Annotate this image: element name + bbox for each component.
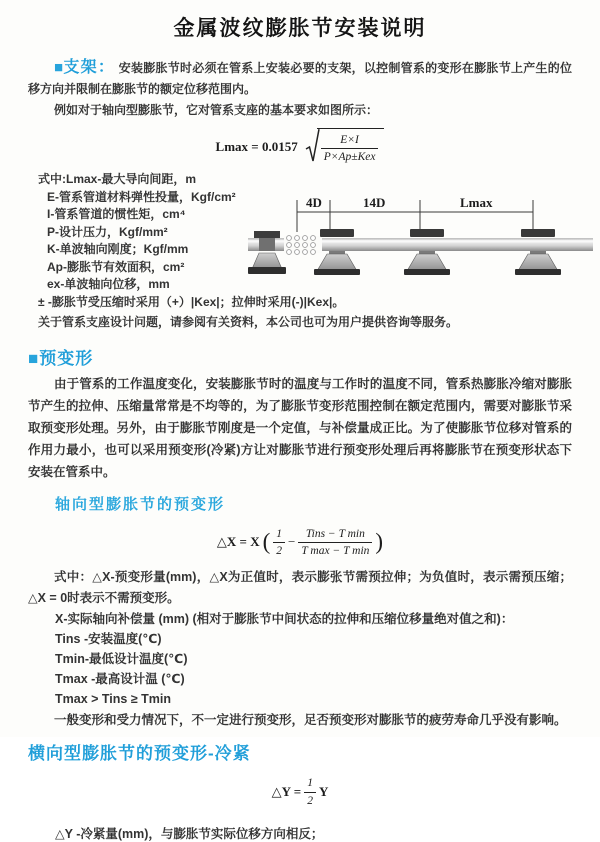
note-line: Tins -安装温度(℃) <box>55 632 162 647</box>
support-section <box>28 57 572 121</box>
fraction-denominator: 2 <box>276 544 283 557</box>
dimension-label: Lmax <box>460 195 493 210</box>
note-line: Tmax -最高设计温 (℃) <box>55 672 185 687</box>
lmax-formula-row <box>0 128 600 165</box>
fraction-numerator: 1 <box>304 776 316 792</box>
fraction-numerator: Tins − T min <box>298 527 372 543</box>
support-body-text: 安装膨胀节时必须在管系上安装必要的支架，以控制管系的变形在膨胀节上产生的位移方向并限制在膨胀节的额定位移范围内。 <box>28 61 572 96</box>
fraction-denominator: T max − T min <box>301 544 370 557</box>
note-line: Tmax > Tins ≥ Tmin <box>55 692 172 707</box>
close-paren: ) <box>375 528 384 554</box>
lateral-formula <box>272 776 329 808</box>
lmax-fraction <box>321 133 379 165</box>
lateral-formula-row <box>0 776 600 808</box>
pipe-support-diagram <box>248 192 593 292</box>
definition-line: ex-单波轴向位移，mm <box>47 277 170 291</box>
lateral-formula-lhs: △Y = <box>271 784 302 800</box>
definition-line: P-设计压力，Kgf/mm² <box>47 224 168 239</box>
minus-operator: − <box>288 534 296 550</box>
predeform-heading-label: 预变形 <box>39 348 94 368</box>
fraction-numerator: E×I <box>321 133 379 149</box>
note-line: X-实际轴向补偿量 (mm) (相对于膨胀节中间状态的拉伸和压缩位移量绝对值之和)： <box>55 612 514 627</box>
lateral-formula-rhs: Y <box>318 784 329 800</box>
axial-formula-row <box>0 527 600 559</box>
dimension-label: 4D <box>306 195 322 210</box>
axial-formula-lhs: △X = X <box>216 534 260 550</box>
half-fraction <box>304 776 316 808</box>
axial-section-heading: 轴向型膨胀节的预变形 <box>55 495 226 513</box>
predeform-paragraph: 由于管系的工作温度变化，安装膨胀节时的温度与工作时的温度不同，管系热膨胀冷缩对膨胀节产生的拉伸、压缩量常常是不均等的，为了膨胀节变形范围控制在额定范围内，需要对膨胀节采取预变形处理。另外，由于膨胀节刚度是一个定值，与补偿量成正比。为了使膨胀节位移对管系的作用力最小，也可以采用预变形(冷紧)方让对膨胀节进行预变形处理后再将膨胀节在预变形状态下安装在管系中。 <box>28 376 572 479</box>
dimension-lines <box>297 200 533 232</box>
axial-note-paragraph: 式中：△X-预变形量(mm)，△X为正值时，表示膨张节需预拉伸；为负值时，表示需预压缩；△X = 0时表示不需预变形。 <box>28 570 572 606</box>
definition-line: 关于管系支座设计问题，请参阅有关资料，本公司也可为用户提供咨询等服务。 <box>38 315 459 329</box>
fraction-denominator: 2 <box>307 794 313 807</box>
note-line: Tmin-最低设计温度(℃) <box>55 652 188 667</box>
fraction-numerator: 1 <box>273 527 285 543</box>
definition-line: I-管系管道的惯性矩，cm⁴ <box>47 207 186 221</box>
support-section-heading: 支架： <box>63 59 116 76</box>
section-marker-icon: ■ <box>54 59 64 76</box>
fraction-denominator: P×Ap±Kex <box>323 151 376 163</box>
axial-notes <box>0 567 600 731</box>
definition-line: Ap-膨胀节有效面积，cm² <box>47 259 185 274</box>
support-paragraph-1 <box>28 57 572 100</box>
page-title: 金属波纹膨胀节安装说明 <box>173 17 427 40</box>
definition-line: K-单波轴向刚度；Kgf/mm <box>47 242 189 256</box>
lateral-section-heading: 横向型膨胀节的预变形-冷紧 <box>28 744 251 764</box>
half-fraction <box>273 527 285 559</box>
square-root <box>305 128 385 165</box>
radical-body <box>317 128 385 165</box>
definition-line: 式中:Lmax-最大导向间距，m <box>38 172 197 186</box>
definition-line: E-管系管道材料弹性投量，Kgf/cm² <box>47 189 236 204</box>
temperature-fraction <box>298 527 372 559</box>
fixed-anchor <box>248 231 286 274</box>
axial-formula <box>217 527 383 559</box>
predeform-section-heading <box>28 344 572 369</box>
bellows <box>284 236 322 255</box>
axial-note-paragraph: 一般变形和受力情况下，不一定进行预变形，足否预变形对膨胀节的疲劳寿命几乎没有影响。 <box>54 713 567 728</box>
lateral-note-line: △Y -冷紧量(mm)，与膨胀节实际位移方向相反； <box>55 827 324 841</box>
definition-line: ± -膨胀节受压缩时采用（+）|Kex|；拉伸时采用(-)|Kex|。 <box>38 294 345 309</box>
section-marker-icon: ■ <box>28 348 40 368</box>
dimension-label: 14D <box>363 195 386 210</box>
lmax-formula-lhs: Lmax = 0.0157 <box>215 138 298 154</box>
pipe-support <box>515 229 561 275</box>
lmax-formula <box>216 128 385 165</box>
support-paragraph-2: 例如对于轴向型膨胀节，它对管系支座的基本要求如图所示： <box>54 103 379 117</box>
pipe-support <box>404 229 450 275</box>
open-paren: ( <box>262 528 271 554</box>
